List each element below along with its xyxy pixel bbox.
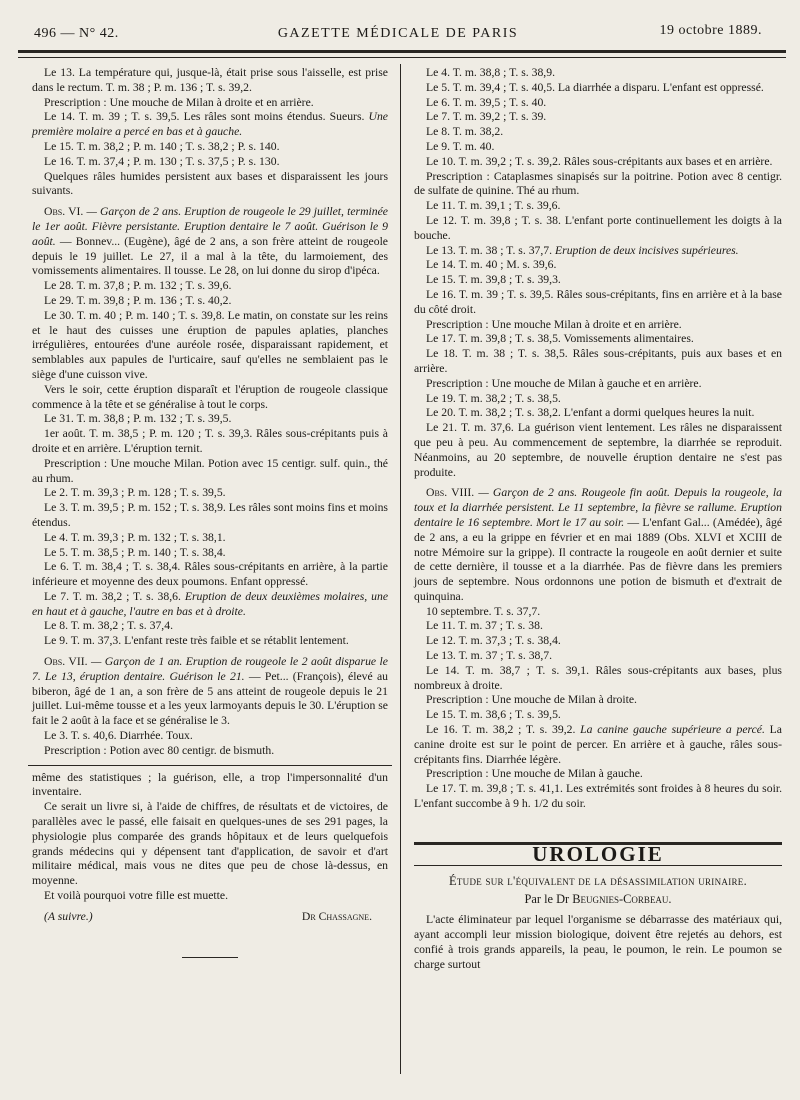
- paragraph: Prescription : Une mouche Milan à droite et en arrière.: [426, 317, 682, 331]
- paragraph: Le 17. T. m. 39,8 ; T. s. 38,5. Vomissements alimentaires.: [426, 332, 694, 346]
- paragraph: Le 3. T. s. 40,6. Diarrhée. Toux.: [44, 729, 193, 743]
- paragraph: Prescription : Cataplasmes sinapisés sur la poitrine. Potion avec 8 centigr. de sulfate de quinine. Thé au rhum.: [414, 169, 782, 198]
- page-number: 496 — N° 42.: [34, 26, 119, 41]
- section-title: UROLOGIE: [532, 841, 664, 866]
- paragraph: Le 6. T. m. 39,5 ; T. s. 40.: [426, 95, 547, 109]
- paragraph: Ce serait un livre si, à l'aide de chiffres, de résultats et de victoires, de parallèles avec le passé, elle faisait en quelques-unes de ses 291 pages, la physiologie plus comparée des grands hôpitaux et de leurs quelquefois grands médecins qui y dépensent tant d'application, de savoir et d'art militaire médical, mais vous ne dites que peu de chose là-dessus, en moyenne.: [32, 800, 388, 888]
- paragraph: Le 31. T. m. 38,8 ; P. m. 132 ; T. s. 39,5.: [44, 412, 232, 426]
- paragraph: Le 15. T. m. 38,6 ; T. s. 39,5.: [426, 708, 561, 722]
- paragraph: Le 11. T. m. 39,1 ; T. s. 39,6.: [426, 199, 561, 213]
- paragraph: Le 4. T. m. 38,8 ; T. s. 38,9.: [426, 66, 555, 79]
- section-divider: [28, 765, 392, 766]
- paragraph: Le 15. T. m. 38,2 ; P. m. 140 ; T. s. 38,2 ; P. s. 140.: [44, 139, 280, 153]
- paragraph: Prescription : Potion avec 80 centigr. de bismuth.: [44, 743, 275, 757]
- paragraph: Le 14. T. m. 40 ; M. s. 39,6.: [426, 258, 557, 272]
- paragraph: 1er août. T. m. 38,5 ; P. m. 120 ; T. s. 39,3. Râles sous-crépitants puis à droite et en arrière. L'éruption ternit.: [32, 427, 388, 455]
- paragraph: Vers le soir, cette éruption disparaît et l'éruption de rougeole classique commence à la tête et se généralise à tout le corps.: [32, 382, 388, 411]
- page-header: [34, 22, 762, 48]
- paragraph: Le 28. T. m. 37,8 ; P. m. 132 ; T. s. 39,6.: [44, 279, 232, 293]
- paragraph: Le 3. T. m. 39,5 ; P. m. 152 ; T. s. 38,9. Les râles sont moins fins et moins étendus.: [32, 501, 388, 529]
- paragraph: Le 16. T. m. 38,2 ; T. s. 39,2. La canine gauche supérieure a percé. La canine droite est sur le point de percer. En arrière et à gauche, râles sous-crépitants fins. Diarrhée légère.: [414, 723, 782, 766]
- paragraph: Le 8. T. m. 38,2.: [426, 125, 504, 139]
- paragraph: Prescription : Une mouche de Milan à gauche et en arrière.: [426, 376, 702, 390]
- paragraph: Le 13. T. m. 37 ; T. s. 38,7.: [426, 649, 553, 663]
- section-header-box: [414, 842, 782, 866]
- paragraph: L'acte éliminateur par lequel l'organisme se débarrasse des matériaux qui, ayant accompli leur mission biologique, doivent être rejetés au dehors, est confié à trois grands appareils, la peau, le poumon, le rein. Le poumon se charge surtout: [414, 913, 782, 971]
- paragraph: Le 5. T. m. 38,5 ; P. m. 140 ; T. s. 38,4.: [44, 545, 226, 559]
- paragraph: Le 13. T. m. 38 ; T. s. 37,7. Eruption de deux incisives supérieures.: [426, 243, 739, 257]
- paragraph: même des statistiques ; la guérison, elle, a trop l'impersonnalité d'un inventaire.: [32, 770, 388, 799]
- paragraph: Le 9. T. m. 37,3. L'enfant reste très faible et se rétablit lentement.: [44, 634, 349, 648]
- paragraph: Le 7. T. m. 38,2 ; T. s. 38,6. Eruption de deux deuxièmes molaires, une en haut et à gauche, l'autre en bas et à droite.: [32, 589, 389, 618]
- paragraph: Le 29. T. m. 39,8 ; P. m. 136 ; T. s. 40,2.: [44, 293, 232, 307]
- paragraph: Le 6. T. m. 38,4 ; T. s. 38,4. Râles sous-crépitants en arrière, à la partie inférieure et moyenne des deux poumons. Enfant oppressé.: [32, 560, 388, 589]
- paragraph: Le 17. T. m. 39,8 ; T. s. 41,1. Les extrémités sont froides à 8 heures du soir. L'enfant succombe à 9 h. 1/2 du soir.: [414, 782, 782, 811]
- right-column: [414, 66, 782, 972]
- paragraph: Le 14. T. m. 38,7 ; T. s. 39,1. Râles sous-crépitants aux bases, plus nombreux à droite.: [414, 663, 782, 692]
- paragraph: Et voilà pourquoi votre fille est muette.: [44, 889, 229, 903]
- article-byline: Par le Dr Beugnies-Corbeau.: [524, 892, 672, 907]
- paragraph: Prescription : Une mouche de Milan à droite et en arrière.: [44, 95, 314, 109]
- paragraph: Le 30. T. m. 40 ; P. m. 140 ; T. s. 39,8. Le matin, on constate sur les reins et le haut des cuisses une éruption de papules aplaties, planches irrégulières, entourées d'une auréole rosée, disparaissant rapidement, et semblables aux papules de l'urticaire, sauf qu'elles ne semblaient pas le siège d'une cuisson vive.: [32, 308, 388, 381]
- paragraph: Le 12. T. m. 39,8 ; T. s. 38. L'enfant porte continuellement les doigts à la bouche.: [414, 213, 782, 242]
- paragraph: Le 4. T. m. 39,3 ; P. m. 132 ; T. s. 38,1.: [44, 530, 226, 544]
- paragraph: Quelques râles humides persistent aux bases et disparaissent les jours suivants.: [32, 169, 388, 198]
- paragraph: Le 16. T. m. 37,4 ; P. m. 130 ; T. s. 37,5 ; P. s. 130.: [44, 154, 280, 168]
- paragraph: Le 13. La température qui, jusque-là, était prise sous l'aisselle, est prise dans le rectum. T. m. 38 ; P. m. 136 ; T. s. 39,2.: [32, 66, 388, 94]
- paragraph: Le 15. T. m. 39,8 ; T. s. 39,3.: [426, 273, 561, 287]
- paragraph: Le 2. T. m. 39,3 ; P. m. 128 ; T. s. 39,5.: [44, 486, 226, 500]
- paragraph: Le 21. T. m. 37,6. La guérison vient lentement. Les râles ne disparaissent que peu à peu. Au commencement de septembre, la diarrhée se reproduit. Néanmoins, au 20 septembre, de nouvelle éruption dentaire ne s'est pas produite.: [414, 421, 782, 479]
- paragraph: Le 9. T. m. 40.: [426, 139, 495, 153]
- paragraph: Le 11. T. m. 37 ; T. s. 38.: [426, 619, 543, 633]
- signature-line: [32, 910, 388, 925]
- paragraph: Le 14. T. m. 39 ; T. s. 39,5. Les râles sont moins étendus. Sueurs. Une première molaire a percé en bas et à gauche.: [32, 110, 388, 139]
- paragraph: Le 18. T. m. 38 ; T. s. 38,5. Râles sous-crépitants, puis aux bases et en arrière.: [414, 347, 782, 375]
- paragraph: Le 7. T. m. 39,2 ; T. s. 39.: [426, 110, 547, 124]
- paragraph: Le 12. T. m. 37,3 ; T. s. 38,4.: [426, 634, 561, 648]
- paragraph: Le 16. T. m. 39 ; T. s. 39,5. Râles sous-crépitants, fins en arrière et à la base du côté droit.: [414, 287, 782, 316]
- paragraph: Le 8. T. m. 38,2 ; T. s. 37,4.: [44, 619, 173, 633]
- paragraph: Prescription : Une mouche de Milan à droite.: [426, 693, 637, 707]
- journal-title: GAZETTE MÉDICALE DE PARIS: [277, 26, 519, 41]
- paragraph: Le 19. T. m. 38,2 ; T. s. 38,5.: [426, 391, 561, 405]
- article-title: Étude sur l'équivalent de la désassimilation urinaire.: [448, 873, 747, 888]
- paragraph: Prescription : Une mouche de Milan à gauche.: [426, 767, 643, 781]
- author-name: Dr Chassagne.: [301, 909, 372, 923]
- paragraph: Le 5. T. m. 39,4 ; T. s. 40,5. La diarrhée a disparu. L'enfant est oppressé.: [426, 80, 764, 94]
- paragraph: Le 10. T. m. 39,2 ; T. s. 39,2. Râles sous-crépitants aux bases et en arrière.: [426, 154, 773, 168]
- observation-heading: Obs. VI. — Garçon de 2 ans. Eruption de rougeole le 29 juillet, terminée le 1er août. Fièvre persistante. Eruption dentaire le 7 août. Guérison le 9 août. — Bonnev... (Eugène), âgé de 2 ans, a son frère atteint de rougeole depuis le 19 juillet. Le 27, il a mal à la tête, du larmoiement, des vomissements alimentaires. Il tousse. Le 28, on lui donne du sirop d'ipéca.: [32, 205, 388, 278]
- issue-date: 19 octobre 1889.: [659, 23, 762, 38]
- to-be-continued: (A suivre.): [44, 909, 93, 923]
- left-column: [32, 66, 388, 958]
- paragraph: Le 20. T. m. 38,2 ; T. s. 38,2. L'enfant a dormi quelques heures la nuit.: [426, 406, 755, 420]
- column-divider: [400, 64, 401, 1074]
- observation-heading: Obs. VIII. — Garçon de 2 ans. Rougeole fin août. Depuis la rougeole, la toux et la diarrhée persistent. Le 11 septembre, la fièvre se rallume. Eruption dentaire le 16 septembre. Mort le 17 au soir. — L'enfant Gal... (Amédée), âgé de 2 ans, a eu la grippe en février et en mai 1889 (Obs. XLVI et XCIII de notre Mémoire sur la grippe). Il contracte la rougeole en août dernier et suite de cette dernière, il tousse et a la diarrhée. Pas de fièvre dans les premiers jours de septembre. Nous ordonnons une potion de bismuth et d'extrait de quinquina.: [414, 486, 783, 603]
- header-rule-thin: [18, 57, 786, 58]
- header-rule-thick: [18, 50, 786, 53]
- paragraph: Prescription : Une mouche Milan. Potion avec 15 centigr. sulf. quin., thé au rhum.: [32, 456, 388, 485]
- paragraph: 10 septembre. T. s. 37,7.: [426, 604, 541, 618]
- end-rule: [182, 957, 238, 958]
- observation-heading: Obs. VII. — Garçon de 1 an. Eruption de rougeole le 2 août disparue le 7. Le 13, éruption dentaire. Guérison le 21. — Pet... (François), élevé au biberon, âgé de 1 an, a son frère de 5 ans atteint de rougeole depuis le 21 juillet. Lui-même tousse et a les yeux larmoyants depuis le 30. L'éruption se fait le 2 août à la face et se généralise le 3.: [32, 655, 389, 728]
